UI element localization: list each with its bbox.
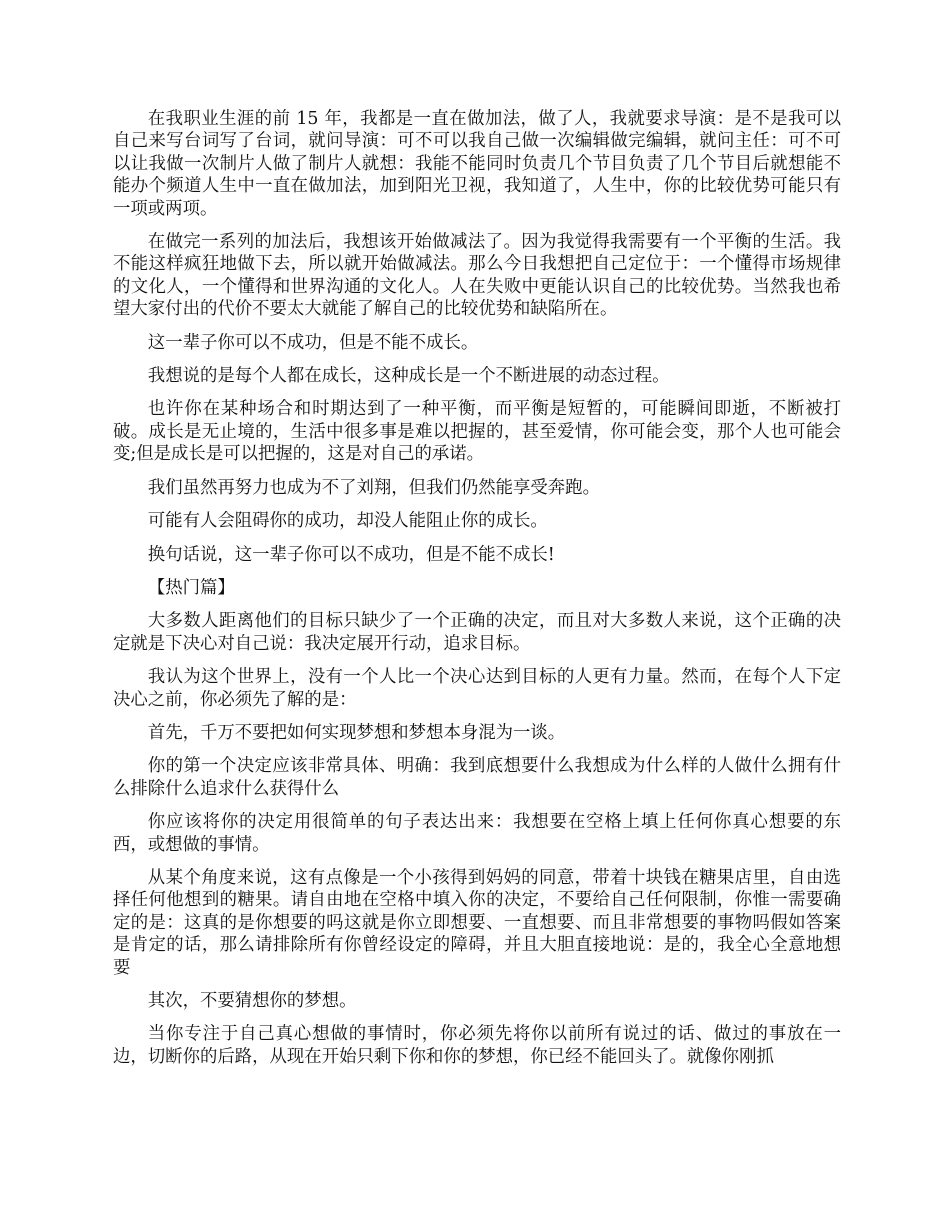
- paragraph-11: 我认为这个世界上，没有一个人比一个决心达到目标的人更有力量。然而，在每个人下定决心之前，你必须先了解的是：: [113, 667, 841, 710]
- paragraph-15: 从某个角度来说，这有点像是一个小孩得到妈妈的同意，带着十块钱在糖果店里，自由选择任何他想到的糖果。请自由地在空格中填入你的决定，不要给自己任何限制，你惟一需要确定的是：这真的是你想要的吗这就是你立即想要、一直想要、而且非常想要的事物吗假如答案是肯定的话，那么请排除所有你曾经设定的障碍，并且大胆直接地说：是的，我全心全意地想要: [113, 867, 841, 978]
- paragraph-8: 换句话说，这一辈子你可以不成功，但是不能不成长!: [147, 544, 555, 565]
- paragraph-3: 这一辈子你可以不成功，但是不能不成长。: [147, 332, 479, 353]
- paragraph-6: 我们虽然再努力也成为不了刘翔，但我们仍然能享受奔跑。: [147, 477, 600, 498]
- document-body: [113, 108, 841, 1079]
- paragraph-17: 当你专注于自己真心想做的事情时，你必须先将你以前所有说过的话、做过的事放在一边，切断你的后路，从现在开始只剩下你和你的梦想，你已经不能回头了。就像你刚抓: [113, 1024, 841, 1067]
- paragraph-12: 首先，千万不要把如何实现梦想和梦想本身混为一谈。: [147, 722, 566, 743]
- paragraph-16: 其次，不要猜想你的梦想。: [147, 991, 357, 1011]
- paragraph-2: 在做完一系列的加法后，我想该开始做减法了。因为我觉得我需要有一个平衡的生活。我不能这样疯狂地做下去，所以就开始做减法。那么今日我想把自己定位于：一个懂得市场规律的文化人，一个懂得和世界沟通的文化人。人在失败中更能认识自己的比较优势。当然我也希望大家付出的代价不要太大就能了解自己的比较优势和缺陷所在。: [113, 232, 841, 320]
- section-heading: 【热门篇】: [147, 577, 235, 598]
- paragraph-4: 我想说的是每个人都在成长，这种成长是一个不断进展的动态过程。: [147, 366, 670, 387]
- paragraph-1: 在我职业生涯的前 15 年，我都是一直在做加法，做了人，我就要求导演：是不是我可以自己来写台词写了台词，就问导演：可不可以我自己做一次编辑做完编辑，就问主任：可不可以让我做一次制片人做了制片人就想：我能不能同时负责几个节目负责了几个节目后就想能不能办个频道人生中一直在做加法，加到阳光卫视，我知道了，人生中，你的比较优势可能只有一项或两项。: [113, 109, 841, 219]
- paragraph-5: 也许你在某种场合和时期达到了一种平衡，而平衡是短暂的，可能瞬间即逝，不断被打破。成长是无止境的，生活中很多事是难以把握的，甚至爱情，你可能会变，那个人也可能会变;但是成长是可以把握的，这是对自己的承诺。: [113, 399, 841, 465]
- paragraph-7: 可能有人会阻碍你的成功，却没人能阻止你的成长。: [147, 511, 548, 532]
- paragraph-10: 大多数人距离他们的目标只缺少了一个正确的决定，而且对大多数人来说，这个正确的决定就是下决心对自己说：我决定展开行动，追求目标。: [113, 611, 841, 654]
- paragraph-14: 你应该将你的决定用很简单的句子表达出来：我想要在空格上填上任何你真心想要的东西，或想做的事情。: [113, 812, 841, 855]
- paragraph-13: 你的第一个决定应该非常具体、明确：我到底想要什么我想成为什么样的人做什么拥有什么排除什么追求什么获得什么: [113, 756, 841, 799]
